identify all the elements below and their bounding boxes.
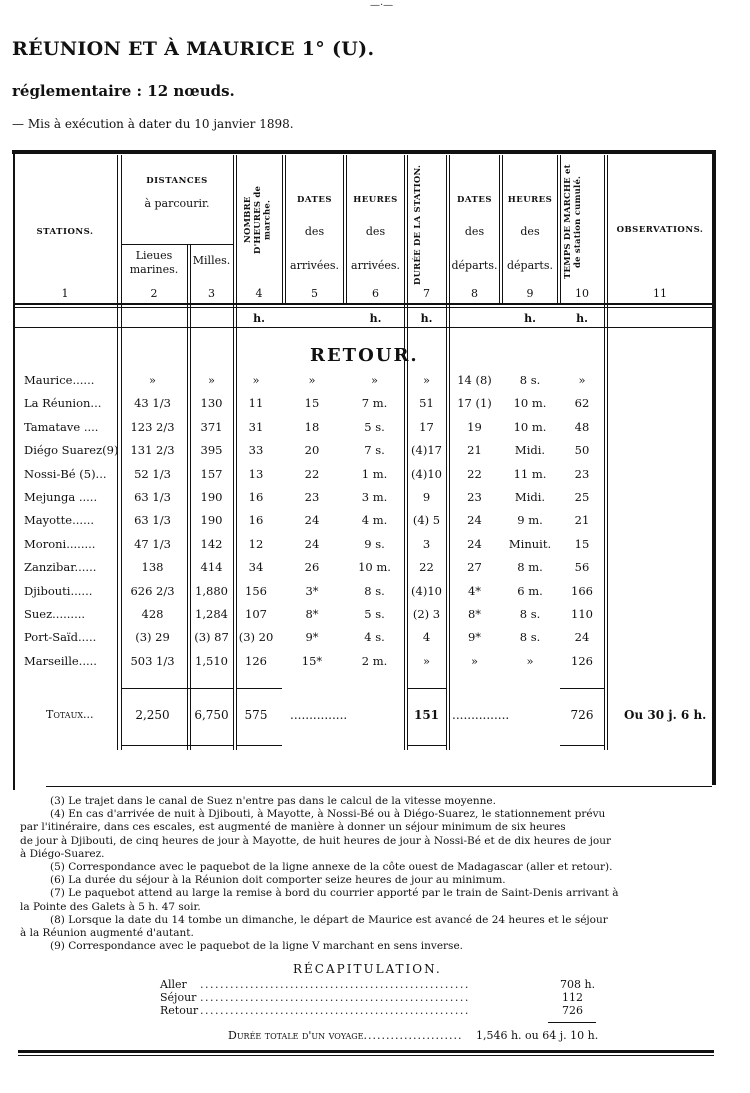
cell-milles: 1,880 (195, 583, 228, 598)
col-sep (343, 155, 344, 305)
cell-heures: (3) 20 (238, 630, 274, 645)
cell-heure-dep: 8 s. (519, 630, 541, 645)
cell-date-dep: 19 (467, 419, 482, 434)
cell-heures: 31 (248, 419, 264, 434)
cell-date-dep: 24 (467, 513, 482, 528)
header-distances: DISTANCES (146, 176, 208, 186)
cell-lieues: (3) 29 (135, 630, 170, 645)
totals-rule (407, 688, 446, 689)
header-heures-arrivees-1: HEURES (353, 195, 398, 205)
cell-date-arr: 20 (304, 443, 320, 458)
totals-milles: 6,750 (194, 708, 229, 722)
cell-milles: 190 (200, 513, 223, 528)
totals-cumul: 726 (570, 708, 594, 722)
distances-header-rule (121, 244, 233, 245)
recap-dots: ...................................................... (200, 991, 470, 1004)
cell-heures: 12 (248, 536, 264, 551)
cell-heure-dep: 10 m. (513, 396, 547, 411)
cell-milles: 130 (200, 396, 223, 411)
col-number: 4 (255, 287, 263, 300)
cell-date-arr: 8* (305, 607, 319, 621)
totals-heures: 575 (244, 708, 268, 722)
col-number: 7 (423, 287, 430, 300)
cell-milles: 371 (200, 419, 223, 434)
cell-heure-dep: Midi. (514, 490, 546, 504)
unit-hours: h. (420, 312, 433, 325)
total-dots: ...................... (363, 1029, 463, 1042)
cell-cumul: 15 (574, 536, 590, 551)
cell-cumul: 56 (574, 560, 590, 575)
col-sep (557, 155, 558, 305)
cell-lieues: 63 1/3 (134, 513, 171, 528)
cell-date-arr: 26 (304, 560, 320, 575)
col-number: 3 (208, 287, 215, 300)
col-number: 8 (471, 287, 478, 300)
recap-dots: ...................................................... (200, 978, 470, 991)
totals-dots: ............... (290, 708, 348, 722)
section-title: RETOUR. (310, 345, 419, 366)
cell-date-dep: » (470, 653, 479, 668)
cell-milles: 1,284 (195, 607, 228, 621)
cell-lieues: 43 1/3 (134, 396, 171, 411)
cell-cumul: 23 (574, 466, 590, 481)
station-name: Mejunga ..... (24, 490, 98, 504)
recap-sum-rule (548, 1022, 596, 1023)
cell-duree: 51 (419, 396, 434, 411)
cell-date-arr: 24 (304, 536, 320, 551)
cell-cumul: 62 (574, 396, 590, 411)
page-number-fragment: —·— (370, 0, 394, 8)
recap-label-aller: Aller (160, 978, 187, 991)
header-distances-sub: à parcourir. (144, 197, 210, 210)
recap-label-retour: Retour (160, 1004, 199, 1017)
cell-heures: 16 (248, 490, 264, 504)
footnote: (5) Correspondance avec le paquebot de la ligne annexe de la côte ouest de Madagascar (aller et retour). (50, 861, 613, 874)
footnotes (20, 795, 710, 953)
footnote-continuation: par l'itinéraire, dans ces escales, est augmenté de manière à donner un séjour minimum de six heures (20, 821, 566, 834)
cell-lieues: 626 2/3 (130, 583, 175, 598)
table-row (0, 396, 750, 419)
cell-duree: 17 (419, 419, 434, 434)
cell-date-arr: 22 (304, 466, 320, 481)
footnote: (7) Le paquebot attend au large la remise à bord du courrier apporté par le train de Saint-Denis arrivant à (50, 887, 619, 900)
units-bottom-rule (14, 327, 712, 328)
recap-dots: ...................................................... (200, 1004, 470, 1017)
footnote-continuation: à Diégo-Suarez. (20, 847, 105, 860)
cell-milles: 157 (200, 466, 223, 481)
header-bottom-rule (14, 303, 712, 305)
header-dates-departs-3: départs. (451, 259, 498, 272)
unit-hours: h. (576, 312, 588, 325)
cell-heure-arr: 10 m. (358, 560, 391, 575)
cell-heures: 13 (248, 466, 264, 481)
recap-title: RÉCAPITULATION. (293, 962, 442, 976)
totals-bottom-rule (560, 745, 604, 746)
cell-lieues: 47 1/3 (134, 536, 171, 551)
cell-heure-dep: Minuit. (508, 536, 552, 551)
cell-cumul: 25 (574, 490, 590, 504)
cell-lieues: 503 1/3 (130, 653, 175, 668)
header-heures-departs-1: HEURES (507, 195, 553, 205)
cell-heure-arr: 9 s. (364, 536, 385, 551)
cell-date-dep: 27 (467, 560, 482, 575)
station-name: Marseille..... (24, 653, 97, 668)
col-number: 10 (575, 287, 589, 300)
cell-duree: 22 (419, 560, 434, 575)
cell-heure-arr: 5 s. (364, 607, 385, 621)
notes-top-rule (46, 786, 712, 787)
cell-date-dep: 24 (467, 536, 482, 551)
header-milles: Milles. (192, 254, 231, 267)
cell-heure-dep: 8 s. (519, 373, 541, 387)
cell-date-arr: 15 (304, 396, 320, 411)
footnote-continuation: la Pointe des Galets à 5 h. 47 soir. (20, 900, 201, 913)
cell-heure-dep: 11 m. (513, 466, 547, 481)
cell-milles: 142 (200, 536, 223, 551)
header-temps-marche: TEMPS DE MARCHE et de station cumulé. (563, 164, 583, 280)
cell-heures: 33 (248, 443, 264, 458)
col-number: 6 (372, 287, 379, 300)
cell-lieues: 131 2/3 (130, 443, 175, 458)
col-number: 11 (653, 287, 667, 300)
cell-cumul: 110 (571, 607, 593, 621)
cell-date-dep: 9* (467, 630, 482, 645)
total-value: 1,546 h. ou 64 j. 10 h. (475, 1029, 599, 1042)
totals-lieues: 2,250 (135, 708, 170, 722)
header-heures-departs-3: départs. (507, 259, 553, 272)
cell-date-dep: 8* (467, 607, 482, 621)
cell-heure-arr: 4 m. (361, 513, 388, 528)
header-dates-arrivees-2: des (304, 225, 325, 238)
cell-heures: 126 (245, 653, 267, 668)
cell-cumul: 48 (574, 419, 590, 434)
totals-bottom-rule (407, 745, 446, 746)
station-name: Port-Saïd..... (24, 630, 97, 645)
cell-duree: » (422, 373, 431, 387)
footnote: (6) La durée du séjour à la Réunion doit comporter seize heures de jour au minimum. (50, 874, 506, 887)
page-title: RÉUNION ET À MAURICE 1° (U). (12, 38, 375, 60)
cell-lieues: 63 1/3 (134, 490, 171, 504)
header-lieues: Lieues marines. (129, 249, 179, 277)
header-duree-station: DURÉE DE LA STATION. (413, 164, 423, 286)
table-row (0, 443, 750, 466)
cell-milles: 1,510 (195, 653, 228, 668)
table-row (0, 420, 750, 443)
cell-date-arr: 3* (305, 583, 319, 598)
totals-observation: Ou 30 j. 6 h. (624, 708, 707, 722)
col-number: 2 (150, 287, 158, 300)
cell-lieues: 428 (141, 607, 164, 621)
station-name: Mayotte...... (24, 513, 95, 528)
table-row (0, 373, 750, 396)
page-subtitle: réglementaire : 12 nœuds. (12, 82, 235, 100)
header-observations: OBSERVATIONS. (616, 225, 704, 235)
cell-heure-arr: 8 s. (364, 583, 385, 598)
cell-duree: (4)10 (411, 583, 442, 598)
table-row (0, 654, 750, 677)
cell-heure-arr: 1 m. (361, 466, 388, 481)
cell-duree: (4)10 (411, 466, 442, 481)
cell-lieues: 52 1/3 (134, 466, 171, 481)
cell-heure-dep: 8 s. (519, 607, 541, 621)
recap-label-sejour: Séjour (160, 991, 197, 1004)
footnote: (4) En cas d'arrivée de nuit à Djibouti, à Mayotte, à Nossi-Bé ou à Diégo-Suarez, le stationnement prévu (50, 808, 606, 821)
cell-date-dep: 4* (467, 583, 482, 598)
cell-heure-arr: 4 s. (364, 630, 385, 645)
cell-heures: 34 (248, 560, 264, 575)
cell-heure-arr: 7 m. (361, 396, 388, 411)
cell-heures: 156 (245, 583, 267, 598)
cell-heure-dep: Midi. (514, 443, 546, 458)
cell-heures: » (252, 373, 260, 387)
table-row (0, 537, 750, 560)
cell-milles: » (207, 373, 216, 387)
cell-duree: 3 (422, 536, 431, 551)
header-heures-arrivees-3: arrivées. (351, 259, 400, 272)
cell-milles: 395 (200, 443, 223, 458)
cell-duree: 9 (422, 490, 431, 504)
col-number: 5 (311, 287, 318, 300)
recap-value-aller: 708 h. (560, 978, 596, 991)
totals-duree: 151 (413, 708, 440, 722)
totals-label: Totaux... (46, 708, 94, 721)
table-row (0, 630, 750, 653)
header-heures-departs-2: des (520, 225, 540, 238)
cell-date-dep: 23 (467, 490, 482, 504)
cell-date-arr: » (308, 373, 316, 387)
recap-value-retour: 726 (562, 1004, 583, 1017)
station-name: Suez......... (24, 607, 86, 621)
table-row (0, 584, 750, 607)
station-name: Maurice...... (24, 373, 95, 387)
cell-lieues: 123 2/3 (130, 419, 175, 434)
table-row (0, 513, 750, 536)
page-bottom-rule (18, 1050, 714, 1053)
header-bottom-rule-2 (14, 307, 712, 308)
cell-heures: 11 (248, 396, 264, 411)
col-sep (560, 155, 561, 305)
header-dates-arrivees-3: arrivées. (290, 259, 339, 272)
station-name: Diégo Suarez(9) (24, 443, 119, 458)
cell-duree: » (422, 653, 431, 668)
totals-bottom-rule (121, 745, 233, 746)
unit-hours: h. (253, 312, 265, 325)
cell-heure-dep: » (526, 653, 534, 668)
cell-heure-dep: 9 m. (517, 513, 543, 528)
cell-duree: (2) 3 (412, 607, 441, 621)
cell-cumul: 166 (571, 583, 593, 598)
header-nombre-heures: NOMBRE D'HEURES de marche. (243, 185, 273, 255)
footnote: (8) Lorsque la date du 14 tombe un dimanche, le départ de Maurice est avancé de 24 heures et le séjour (50, 913, 608, 926)
cell-heure-arr: 3 m. (361, 490, 388, 504)
station-name: Djibouti...... (24, 583, 93, 598)
table-top-rule (12, 150, 716, 154)
cell-milles: (3) 87 (194, 630, 229, 645)
cell-duree: (4) 5 (412, 513, 441, 528)
cell-cumul: » (578, 373, 586, 387)
col-number: 9 (526, 287, 534, 300)
header-stations: STATIONS. (36, 227, 94, 237)
cell-cumul: 21 (574, 513, 590, 528)
cell-duree: (4)17 (411, 443, 442, 458)
header-dates-arrivees-1: DATES (297, 195, 332, 205)
footnote-continuation: de jour à Djibouti, de cinq heures de jour à Mayotte, de huit heures de jour à Nossi-Bé et de dix heures de jour (20, 834, 611, 847)
header-dates-departs-1: DATES (457, 195, 492, 205)
table-row (0, 607, 750, 630)
cell-date-dep: 22 (467, 466, 482, 481)
station-name: Moroni........ (24, 536, 96, 551)
header-heures-arrivees-2: des (365, 225, 386, 238)
footnote: (9) Correspondance avec le paquebot de la ligne V marchant en sens inverse. (50, 940, 463, 953)
cell-heure-arr: 2 m. (361, 653, 388, 668)
totals-rule (560, 688, 604, 689)
table-row (0, 490, 750, 513)
totals-row (0, 708, 750, 731)
table-row (0, 467, 750, 490)
station-name: Tamatave .... (24, 419, 99, 434)
station-name: Zanzibar...... (24, 560, 97, 575)
table-row (0, 560, 750, 583)
unit-hours: h. (524, 312, 536, 325)
effective-date: — Mis à exécution à dater du 10 janvier 1898. (12, 117, 294, 131)
page-bottom-rule-2 (18, 1055, 714, 1056)
cell-date-dep: 21 (467, 443, 482, 458)
col-sep (499, 155, 500, 305)
footnote-continuation: à la Réunion augmenté d'autant. (20, 927, 194, 940)
unit-hours: h. (369, 312, 382, 325)
station-name: Nossi-Bé (5)... (24, 466, 107, 481)
totals-rule (236, 688, 282, 689)
cell-lieues: 138 (141, 560, 164, 575)
cell-heure-arr: 5 s. (364, 419, 385, 434)
cell-date-dep: 14 (8) (457, 373, 492, 387)
footnote: (3) Le trajet dans le canal de Suez n'entre pas dans le calcul de la vitesse moyenne. (50, 795, 496, 807)
recap-value-sejour: 112 (562, 991, 583, 1004)
cell-duree: 4 (422, 630, 431, 645)
cell-heure-dep: 6 m. (517, 583, 543, 598)
cell-lieues: » (148, 373, 157, 387)
total-label: Durée totale d'un voyage (228, 1029, 364, 1042)
cell-date-arr: 9* (305, 630, 319, 645)
cell-heure-arr: » (370, 373, 379, 387)
col-sep (282, 155, 283, 305)
col-number: 1 (61, 287, 69, 300)
cell-date-dep: 17 (1) (457, 396, 492, 411)
cell-heure-arr: 7 s. (364, 443, 385, 458)
cell-heures: 16 (248, 513, 264, 528)
cell-milles: 190 (200, 490, 223, 504)
voyage-total (228, 1029, 598, 1042)
cell-cumul: 126 (571, 653, 593, 668)
station-name: La Réunion... (24, 396, 102, 411)
cell-milles: 414 (200, 560, 223, 575)
totals-dots: ............... (452, 708, 510, 722)
totals-bottom-rule (236, 745, 282, 746)
totals-rule (121, 688, 233, 689)
cell-cumul: 50 (574, 443, 590, 458)
cell-date-arr: 23 (304, 490, 320, 504)
cell-heure-dep: 8 m. (517, 560, 543, 575)
cell-heures: 107 (245, 607, 267, 621)
cell-date-arr: 18 (304, 419, 320, 434)
cell-date-arr: 24 (304, 513, 320, 528)
cell-heure-dep: 10 m. (513, 419, 547, 434)
cell-date-arr: 15* (301, 653, 323, 668)
header-dates-departs-2: des (464, 225, 485, 238)
cell-cumul: 24 (574, 630, 590, 645)
